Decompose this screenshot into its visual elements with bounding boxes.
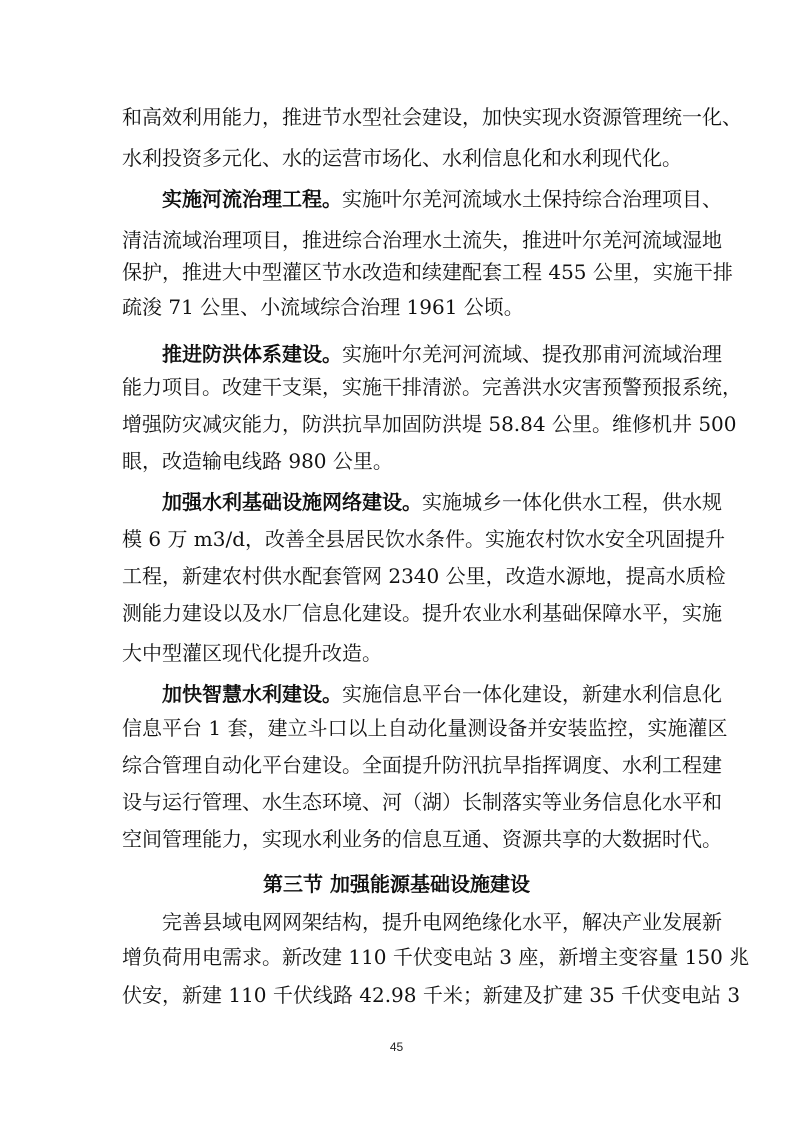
paragraph-first-line [162,490,722,514]
paragraph-line: 增负荷用电需求。新改建 110 千伏变电站 3 座，新增主变容量 150 兆 [122,945,750,969]
paragraph-text: 实施叶尔羌河河流域、提孜那甫河流域治理 [342,342,722,366]
paragraph-title: 加强水利基础设施网络建设。 [162,490,422,514]
paragraph-line: 设与运行管理、水生态环境、河（湖）长制落实等业务信息化水平和 [122,790,722,814]
paragraph-line: 伏安，新建 110 千伏线路 42.98 千米；新建及扩建 35 千伏变电站 3 [122,983,741,1007]
paragraph-line: 综合管理自动化平台建设。全面提升防汛抗旱指挥调度、水利工程建 [122,753,722,777]
paragraph-line: 水利投资多元化、水的运营市场化、水利信息化和水利现代化。 [122,146,682,170]
paragraph-text: 实施城乡一体化供水工程，供水规 [422,490,722,514]
paragraph-title: 推进防洪体系建设。 [162,342,342,366]
paragraph-line: 工程，新建农村供水配套管网 2340 公里，改造水源地，提高水质检 [122,564,726,588]
paragraph-line: 眼，改造输电线路 980 公里。 [122,449,393,473]
paragraph-line: 清洁流域治理项目，推进综合治理水土流失，推进叶尔羌河流域湿地 [122,228,722,252]
page-number: 45 [389,1040,404,1054]
paragraph-line: 和高效利用能力，推进节水型社会建设，加快实现水资源管理统一化、 [122,105,742,129]
paragraph-first-line [162,342,722,366]
paragraph-line: 测能力建设以及水厂信息化建设。提升农业水利基础保障水平，实施 [122,601,722,625]
paragraph-line: 增强防灾减灾能力，防洪抗旱加固防洪堤 58.84 公里。维修机井 500 [122,412,737,436]
paragraph-line: 疏浚 71 公里、小流域综合治理 1961 公顷。 [122,295,524,319]
paragraph-text: 实施叶尔羌河流域水土保持综合治理项目、 [342,187,722,211]
paragraph-line: 模 6 万 m3/d，改善全县居民饮水条件。实施农村饮水安全巩固提升 [122,527,726,551]
paragraph-line: 空间管理能力，实现水利业务的信息互通、资源共享的大数据时代。 [122,827,722,851]
paragraph-line: 大中型灌区现代化提升改造。 [122,641,382,665]
paragraph-line: 能力项目。改建干支渠，实施干排清淤。完善洪水灾害预警预报系统， [122,375,742,399]
paragraph-first-line: 完善县域电网网架结构，提升电网绝缘化水平，解决产业发展新 [162,910,722,934]
section-heading: 第三节 加强能源基础设施建设 [263,872,530,896]
paragraph-first-line [162,187,722,211]
paragraph-title: 实施河流治理工程。 [162,187,342,211]
paragraph-text: 实施信息平台一体化建设，新建水利信息化 [342,682,722,706]
paragraph-line: 信息平台 1 套，建立斗口以上自动化量测设备并安装监控，实施灌区 [122,716,728,740]
paragraph-title: 加快智慧水利建设。 [162,682,342,706]
paragraph-first-line [162,682,722,706]
paragraph-line: 保护，推进大中型灌区节水改造和续建配套工程 455 公里，实施干排 [122,260,733,284]
